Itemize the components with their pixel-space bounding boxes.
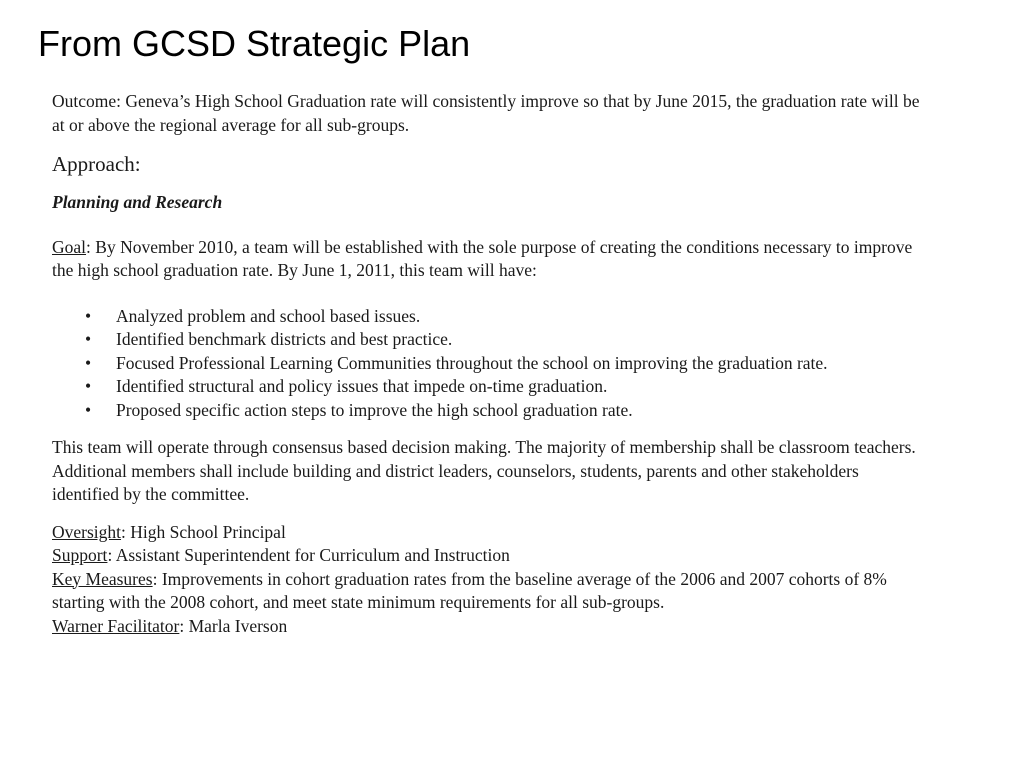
list-item-text: Focused Professional Learning Communities throughout the school on improving the graduation rate. — [116, 352, 828, 373]
bullet-icon: • — [85, 305, 92, 326]
list-item — [52, 352, 922, 376]
bullet-icon: • — [85, 399, 92, 420]
facilitator-label: Warner Facilitator — [52, 615, 180, 636]
team-paragraph: This team will operate through consensus based decision making. The majority of membership shall be classroom teachers. Additional members shall include building and district leaders, counselors, students, parents and other stakeholders identified by the committee. — [52, 437, 916, 504]
facilitator-line — [52, 615, 922, 639]
list-item-text: Identified benchmark districts and best practice. — [116, 329, 453, 349]
approach-heading: Approach: — [52, 152, 141, 176]
slide-title: From GCSD Strategic Plan — [38, 23, 471, 64]
bullet-icon: • — [85, 352, 92, 373]
oversight-value: : High School Principal — [121, 521, 286, 542]
key-measures-label: Key Measures — [52, 568, 153, 589]
goal-bullet-list — [52, 305, 922, 423]
facilitator-value: : Marla Iverson — [179, 615, 288, 636]
support-line — [52, 544, 922, 568]
oversight-line — [52, 521, 922, 545]
list-item — [52, 399, 922, 423]
list-item-text: Proposed specific action steps to improve the high school graduation rate. — [116, 399, 633, 420]
goal-paragraph — [52, 236, 922, 283]
list-item — [52, 305, 922, 329]
list-item-text: Analyzed problem and school based issues. — [116, 305, 421, 326]
planning-research-heading: Planning and Research — [52, 192, 223, 212]
bullet-icon: • — [85, 376, 92, 396]
list-item — [52, 328, 922, 352]
list-item-text: Identified structural and policy issues that impede on-time graduation. — [116, 376, 608, 396]
goal-text: : By November 2010, a team will be established with the sole purpose of creating the conditions necessary to improve the high school graduation rate. By June 1, 2011, this team will have: — [52, 236, 913, 280]
outcome-paragraph: Outcome: Geneva’s High School Graduation rate will consistently improve so that by June 2015, the graduation rate will be at or above the regional average for all sub-groups. — [52, 91, 920, 135]
document-excerpt — [52, 90, 922, 638]
support-value: : Assistant Superintendent for Curriculum and Instruction — [107, 545, 510, 565]
oversight-label: Oversight — [52, 521, 122, 542]
key-measures-line — [52, 568, 922, 615]
key-measures-value: : Improvements in cohort graduation rates from the baseline average of the 2006 and 2007 cohorts of 8% starting with the 2008 cohort, and meet state minimum requirements for all sub-groups. — [52, 568, 887, 612]
list-item — [52, 375, 922, 399]
goal-label: Goal — [52, 236, 87, 257]
bullet-icon: • — [85, 329, 92, 349]
support-label: Support — [52, 545, 108, 565]
